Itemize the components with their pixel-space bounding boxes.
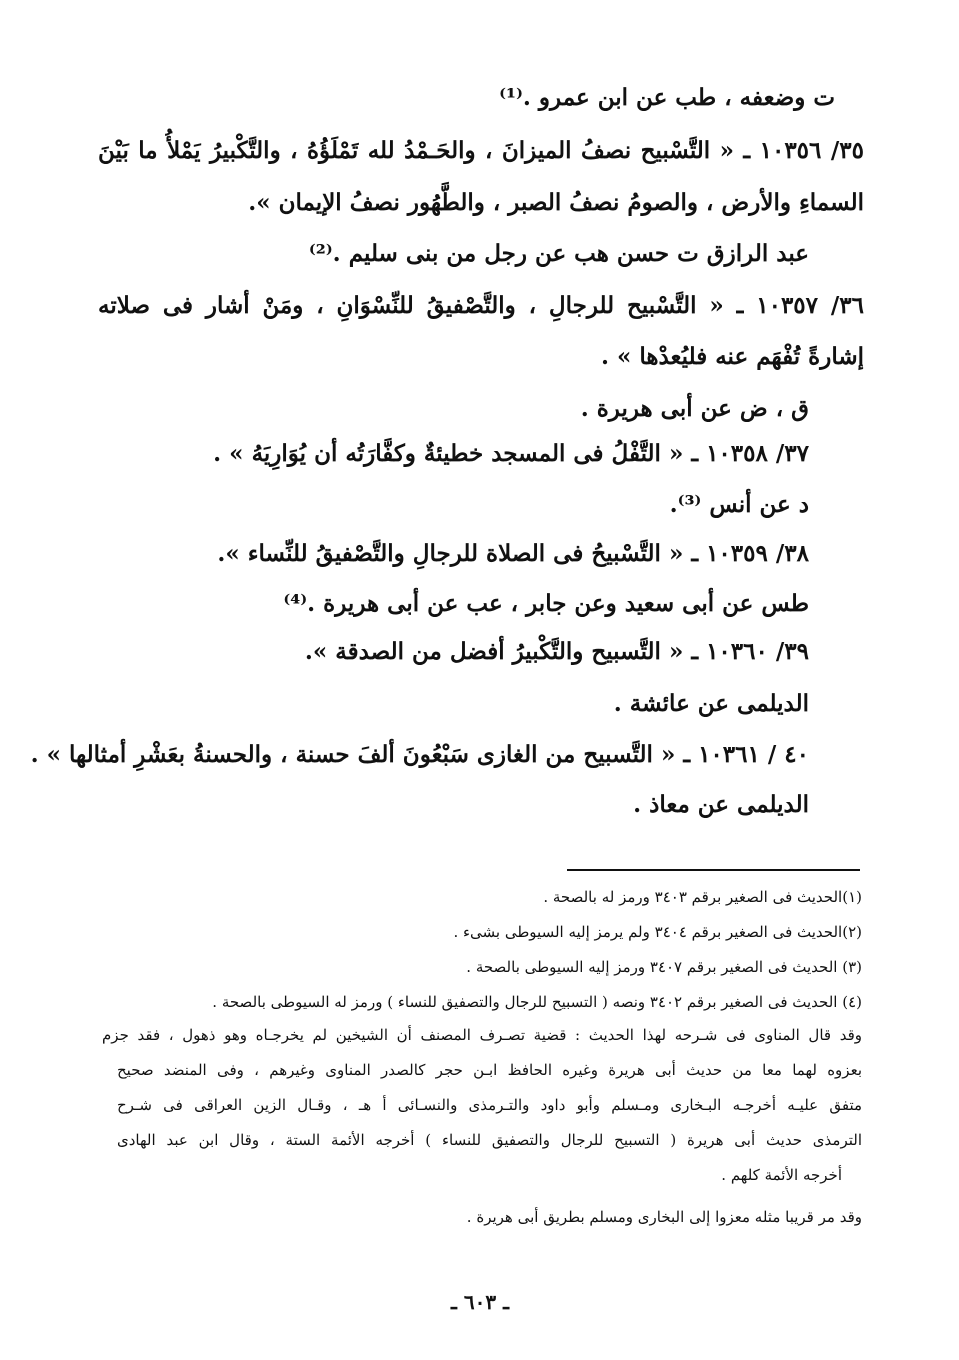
body-line: ٣٥/ ١٠٣٥٦ ـ « التَّسْبيح نصفُ الميزانَ ، والحَـمْدُ لله تَمْلَؤُهُ ، والتَّكْبيرُ يَمْلأُ ما بَيْنَ: [98, 137, 864, 164]
body-line: الديلمى عن معاذ .: [633, 791, 809, 818]
body-line: عبد الرازق ت حسن هب عن رجل من بنى سليم .⁽²⁾: [308, 240, 809, 267]
body-line: ٣٧/ ١٠٣٥٨ ـ « التَّفْلُ فى المسجد خطيئةٌ وكفَّارَتُه أن يُوَارِيَهُ » .: [213, 440, 809, 467]
body-line: ق ، ض عن أبى هريرة .: [580, 395, 809, 422]
footnote-line: أخرجه الأئمة كلهم .: [721, 1166, 842, 1184]
footnote-separator: [567, 869, 860, 871]
body-line: الديلمى عن عائشة .: [613, 690, 809, 717]
footnote-line: (٣) الحديث فى الصغير برقم ٣٤٠٧ ورمز إليه السيوطى بالصحة .: [466, 958, 862, 976]
footnote-line: وقد قال المناوى فى شـرحه لهذا الحديث : قضية تصـرف المصنف أن الشيخين لم يخرجـاه وهو ذهول ، فقد جزم: [102, 1026, 862, 1044]
footnote-line: (٢)الحديث فى الصغير برقم ٣٤٠٤ ولم يرمز إليه السيوطى بشىء .: [453, 923, 862, 941]
body-line: ٣٨/ ١٠٣٥٩ ـ « التَّسْبيحُ فى الصلاة للرجالِ والتَّصْفيقُ للنِّساء ».: [217, 540, 809, 567]
page-number: ـ ٦٠٣ ـ: [451, 1290, 509, 1314]
footnote-line: الترمذى حديث أبى هريرة ( التسبيح للرجال والتصفيق للنساء ) أخرجه الأئمة الستة ، وقال ابن عبد الهادى: [117, 1131, 862, 1149]
footnote-line: وقد مر قريبا مثله معزوا إلى البخارى ومسلم بطريق أبى هريرة .: [466, 1208, 862, 1226]
body-line: ٤٠ / ١٠٣٦١ ـ « التَّسبيح من الغازى سَبْعُونَ ألفَ حسنة ، والحسنةُ بعَشْرِ أمثالها » .: [30, 741, 809, 768]
body-line: إشارةً تُفْهَم عنه فليُعدْها » .: [600, 343, 864, 370]
footnote-line: بعزوه لهما معا من حديث أبى هريرة وغيره الحافظ ابـن حجر كالصدر المناوى وغيرهم ، وفى المنضد صحيح: [117, 1061, 862, 1079]
body-line: طس عن أبى سعيد وعن جابر ، عب عن أبى هريرة .⁽⁴⁾: [283, 590, 809, 617]
body-line: ٣٦/ ١٠٣٥٧ ـ « التَّسْبيح للرجالِ ، والتَّصْفيقُ للنِّسْوَانِ ، ومَنْ أشار فى صلاته: [98, 292, 864, 319]
body-line: السماءِ والأرض ، والصومُ نصفُ الصبر ، والطَّهُور نصفُ الإيمان ».: [248, 189, 864, 216]
body-line: ٣٩/ ١٠٣٦٠ ـ « التَّسبيح والتَّكْبيرُ أفضل من الصدقة ».: [304, 638, 809, 665]
footnote-line: (٤) الحديث فى الصغير برقم ٣٤٠٢ ونصه ( التسبيح للرجال والتصفيق للنساء ) ورمز له السيوطى بالصحة .: [212, 993, 862, 1011]
body-line: د عن أنس ⁽³⁾.: [669, 491, 809, 518]
body-line: ت وضعفه ، طب عن ابن عمرو .⁽¹⁾: [499, 84, 835, 111]
footnote-line: (١)الحديث فى الصغير برقم ٣٤٠٣ ورمز له بالصحة .: [543, 888, 862, 906]
footnote-line: متفق عليـه أخرجـه البـخارى ومـسلم وأبو داود والتـرمذى والنسـائى أ هـ ، وقـال الزين العراقى فى شـرح: [117, 1096, 862, 1114]
